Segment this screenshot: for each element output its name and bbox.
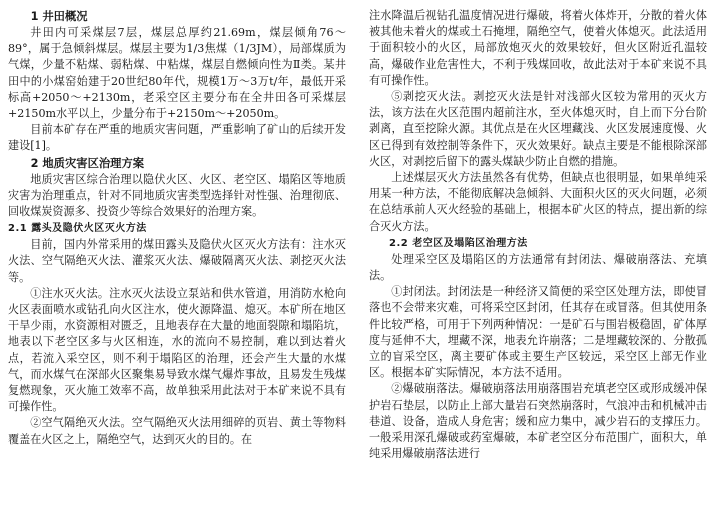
subsection-heading-fire-extinguishing: 2.1 露头及隐伏火区灭火方法 xyxy=(8,223,147,235)
paragraph-fire-methods-list: 目前，国内外常采用的煤田露头及隐伏火区灭火方法有：注水灭火法、空气隔绝灭火法、灌浆灭火法、爆破隔离灭火法、剥挖灭火法等。 xyxy=(8,238,346,284)
paragraph-blasting-caving-method: ②爆破崩落法。爆破崩落法用崩落围岩充填老空区或形成缓冲保护岩石垫层，以防止上部大量岩石突然崩落时，气浪冲击和机械冲击巷道、设备，造成人身危害；缓和应力集中，减少岩石的支撑压力。一般采用深孔爆破或药室爆破，本矿老空区分布范围广，面积大，单纯采用爆破崩落法进行 xyxy=(369,382,707,461)
section-heading-mine-overview: 1 井田概况 xyxy=(30,10,88,23)
paragraph-blasting-isolation-continued: 注水降温后视钻孔温度情况进行爆破，将着火体炸开，分散的着火体被其他未着火的煤或土石掩埋，隔绝空气，使着火体熄灭。此法适用于面积较小的火区，局部放炮灭火的效果较好，但火区附近孔温较高，爆破作业危害性大，不利于残煤回收，故此法对于本矿来说不具有可操作性。 xyxy=(369,9,707,87)
left-column xyxy=(8,8,346,448)
subsection-heading-goaf-treatment: 2.2 老空区及塌陷区治理方法 xyxy=(389,237,528,249)
paragraph-methods-summary: 上述煤层灭火方法虽然各有优势，但缺点也很明显，如果单纯采用某一种方法，不能彻底解决急倾斜、大面积火区的灭火问题，必须在总结承前人灭火经验的基础上，根据本矿火区的特点，提出新的综合灭火方法。 xyxy=(369,171,707,233)
paragraph-sealing-method: ①封闭法。封闭法是一种经济又简便的采空区处理方法，即使冒落也不会带来灾难，可将采空区封闭，任其存在或冒落。但其使用条件比较严格，可用于下列两种情况：一是矿石与围岩极稳固，矿体厚度与延伸不大，埋藏不深，地表允许崩落；二是埋藏较深的、分散孤立的盲采空区，离主要矿体或主要生产区较远，采空区上部无作业区。根据本矿实际情况，本方法不适用。 xyxy=(369,285,707,380)
paragraph-air-isolation-method: ②空气隔绝灭火法。空气隔绝灭火法用细碎的页岩、黄土等物料覆盖在火区之上，隔绝空气，达到灭火的目的。在 xyxy=(8,416,346,446)
paragraph-geological-hazard-problem: 目前本矿存在严重的地质灾害问题，严重影响了矿山的后续开发建设[1]。 xyxy=(8,123,346,153)
paragraph-water-injection-method: ①注水灭火法。注水灭火法设立泵站和供水管道，用消防水枪向火区表面喷水或钻孔向火区注水，使火源降温、熄灭。本矿所在地区干旱少雨，水资源相对匮乏，且地表存在大量的地面裂隙和塌陷坑，地表以下老空区多与火区相连，水的流向不易控制，难以到达着火点，若流入采空区，则不利于塌陷区的治理，还会产生大量的水煤气，而水煤气在深部火区聚集易导致水煤气爆炸事故，且易发生残煤复燃现象，灭火施工效率不高，故单独采用此法对于本矿来说不具有可操作性。 xyxy=(8,286,346,414)
paragraph-treatment-plan-intro: 地质灾害区综合治理以隐伏火区、火区、老空区、塌陷区等地质灾害为治理重点，针对不同地质灾害类型选择针对性强、治理彻底、回收煤炭资源多、投资少等综合效果好的治理方案。 xyxy=(8,172,346,219)
paragraph-goaf-methods-list: 处理采空区及塌陷区的方法通常有封闭法、爆破崩落法、充填法。 xyxy=(369,252,707,283)
paragraph-stripping-method: ⑤剥挖灭火法。剥挖灭火法是针对浅部火区较为常用的灭火方法，该方法在火区范围内超前注水，至火体熄灭时，自上而下分台阶剥离，直至挖除火源。其优点是在火区埋藏浅、火区发展速度慢、火区已得到有效控制等条件下，灭火效果好。缺点主要是不能根除深部火区，对剥挖后留下的露头煤缺少防止自燃的措施。 xyxy=(369,90,707,168)
paragraph-coal-seam-overview: 井田内可采煤层7层，煤层总厚约21.69m，煤层倾角76～89°，属于急倾斜煤层。煤层主要为1/3焦煤（1/3JM），局部煤质为气煤，少量不粘煤、弱粘煤、中粘煤，煤层自燃倾向性为Ⅱ类。某井田中的小煤窑始建于20世纪80年代，规模1万～3万t/年，最低开采标高+2050～+2130m，老采空区主要分布在全井田各可采煤层+2150m水平以上，少量分布于+2150m～+2050m。 xyxy=(8,26,346,121)
section-heading-treatment-plan: 2 地质灾害区治理方案 xyxy=(30,156,145,170)
right-column xyxy=(369,8,707,462)
